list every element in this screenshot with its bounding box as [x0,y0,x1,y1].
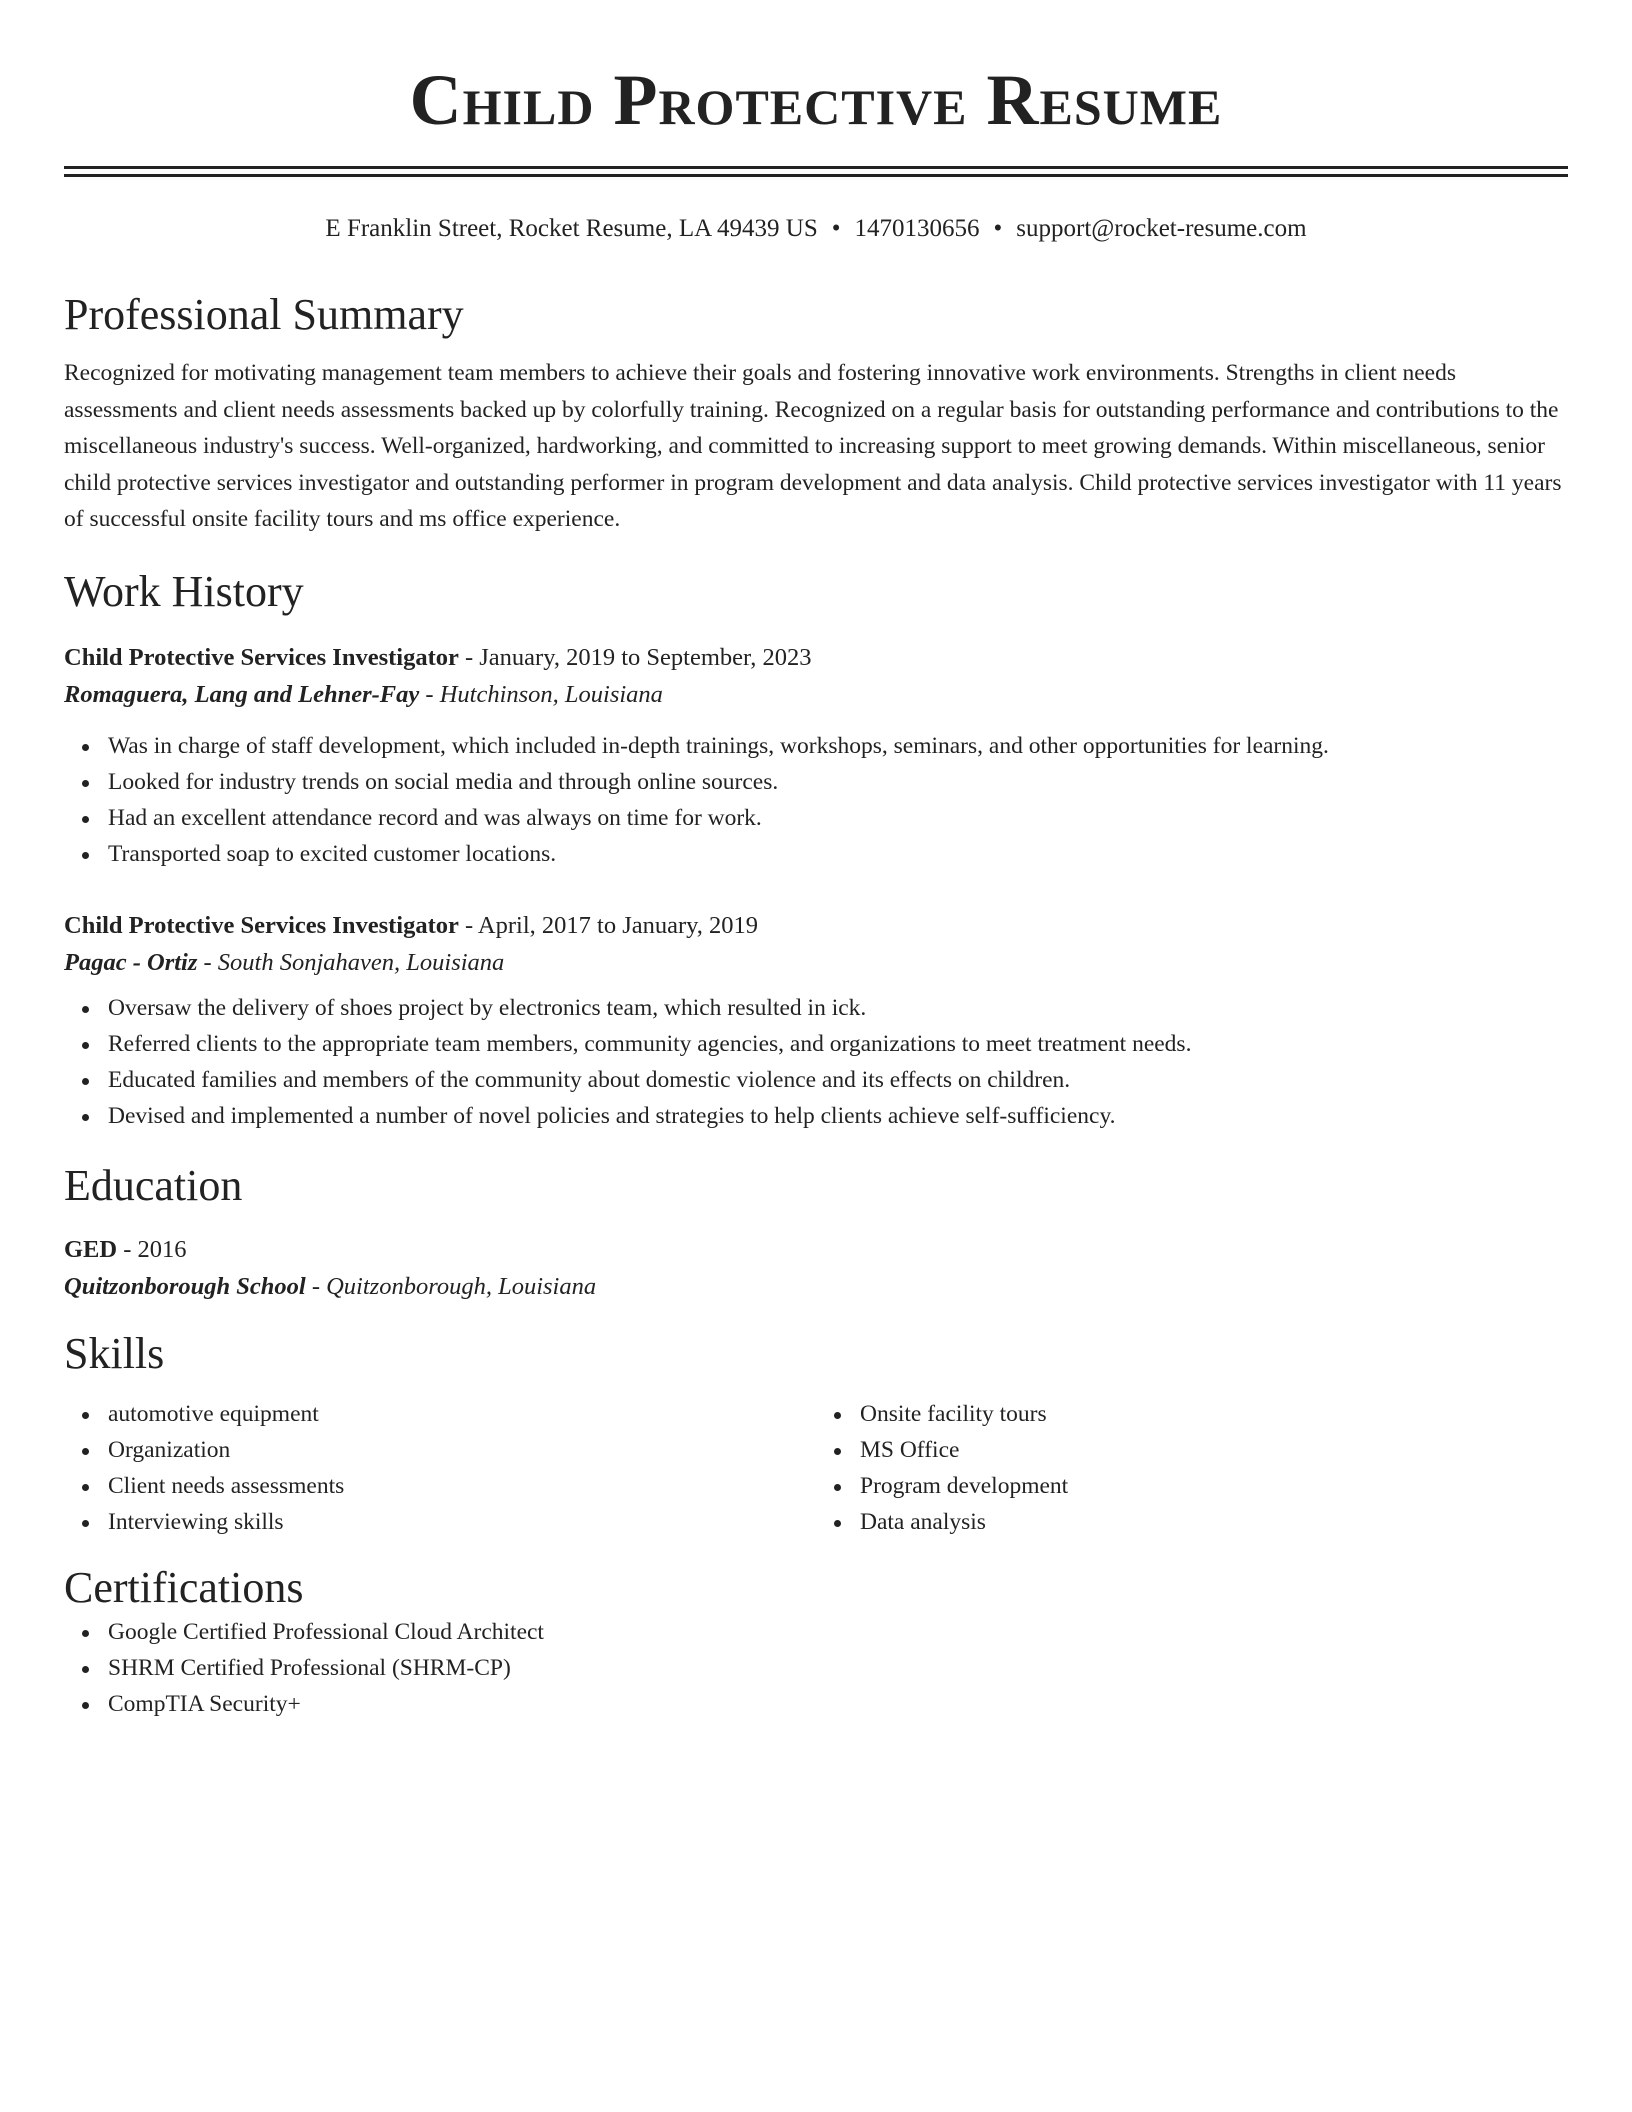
contact-separator: • [831,215,841,242]
title-divider [64,166,1568,177]
job-dates: - April, 2017 to January, 2019 [458,911,759,939]
skills-heading: Skills [64,1328,165,1378]
skills-grid [64,1396,1568,1540]
list-item: Had an excellent attendance record and was always on time for work. [108,800,1568,836]
job-company: Romaguera, Lang and Lehner-Fay [64,680,420,708]
skill-item: Data analysis [860,1504,1568,1540]
skill-item: Organization [108,1432,816,1468]
resume-title: Child Protective Resume [409,60,1223,140]
contact-separator: • [993,215,1003,242]
job-duties-list [64,990,1568,1134]
job-title-line [64,908,1568,944]
education-entry [64,1232,1568,1306]
contact-email: support@rocket-resume.com [1016,215,1307,242]
list-item: Referred clients to the appropriate team members, community agencies, and organizations to meet treatment needs. [108,1026,1568,1062]
education-school: Quitzonborough School [64,1272,306,1300]
work-history-heading: Work History [64,566,304,616]
list-item: Transported soap to excited customer locations. [108,836,1568,872]
job-location: - Hutchinson, Louisiana [419,680,663,708]
skills-list-left [64,1396,816,1540]
job-company: Pagac - Ortiz [64,948,198,976]
skill-item: MS Office [860,1432,1568,1468]
contact-line [64,213,1568,245]
job-dates: - January, 2019 to September, 2023 [458,643,812,671]
certifications-heading: Certifications [64,1562,304,1612]
skill-item: Client needs assessments [108,1468,816,1504]
job-company-line [64,676,1568,714]
job-entry [64,640,1568,872]
education-degree-line [64,1232,1568,1268]
list-item: Oversaw the delivery of shoes project by electronics team, which resulted in ick. [108,990,1568,1026]
job-entry [64,908,1568,1134]
education-heading: Education [64,1160,243,1210]
list-item: Devised and implemented a number of novel policies and strategies to help clients achieve self-sufficiency. [108,1098,1568,1134]
education-school-line [64,1268,1568,1306]
education-location: - Quitzonborough, Louisiana [305,1272,597,1300]
education-degree: GED [64,1235,118,1263]
list-item: Looked for industry trends on social media and through online sources. [108,764,1568,800]
job-title-line [64,640,1568,676]
skills-list-right [816,1396,1568,1540]
summary-text: Recognized for motivating management team members to achieve their goals and fostering innovative work environments. Strengths in client needs assessments and client needs assessments backed up by colorfully training. Recognized on a regular basis for outstanding performance and contributions to the miscellaneous industry's success. Well-organized, hardworking, and committed to increasing support to meet growing demands. Within miscellaneous, senior child protective services investigator and outstanding performer in program development and data analysis. Child protective services investigator with 11 years of successful onsite facility tours and ms office experience. [64,360,1562,532]
job-company-line [64,944,1568,982]
summary-heading: Professional Summary [64,290,464,339]
job-duties-list [64,728,1568,872]
job-title: Child Protective Services Investigator [64,911,459,939]
skill-item: automotive equipment [108,1396,816,1432]
skill-item: Interviewing skills [108,1504,816,1540]
list-item: Was in charge of staff development, which included in-depth trainings, workshops, seminars, and other opportunities for learning. [108,728,1568,764]
contact-address: E Franklin Street, Rocket Resume, LA 49439 US [325,215,818,242]
education-year: - 2016 [117,1235,187,1263]
job-location: - South Sonjahaven, Louisiana [197,948,505,976]
contact-phone: 1470130656 [854,215,980,242]
skill-item: Program development [860,1468,1568,1504]
certification-item: CompTIA Security+ [108,1686,1568,1722]
certification-item: SHRM Certified Professional (SHRM-CP) [108,1650,1568,1686]
certification-item: Google Certified Professional Cloud Architect [108,1614,1568,1650]
certifications-list [64,1614,1568,1722]
skill-item: Onsite facility tours [860,1396,1568,1432]
list-item: Educated families and members of the community about domestic violence and its effects on children. [108,1062,1568,1098]
job-title: Child Protective Services Investigator [64,643,459,671]
